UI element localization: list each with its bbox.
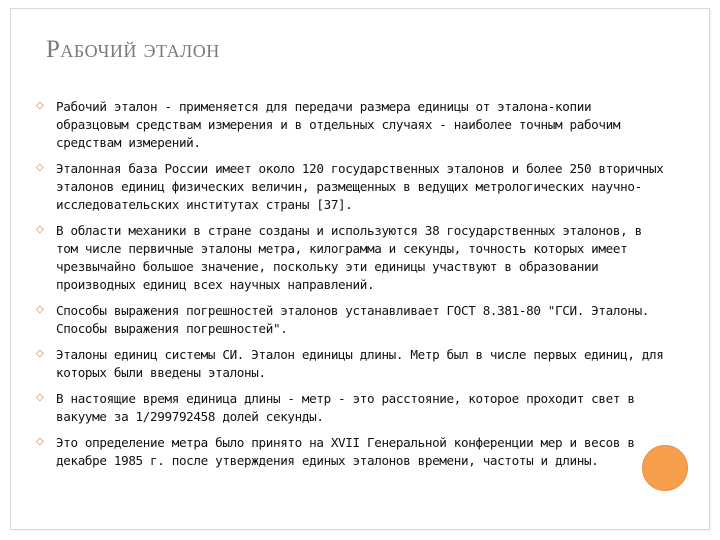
diamond-bullet-icon: ◇	[36, 392, 44, 403]
diamond-bullet-icon: ◇	[36, 348, 44, 359]
diamond-bullet-icon: ◇	[36, 100, 44, 111]
bullet-text: Эталонная база России имеет около 120 государственных эталонов и более 250 вторичных эталонов единиц физических величин, размещенных в ведущих метрологических научно-исследовательских институтах страны [37].	[56, 161, 664, 212]
bullet-text: Это определение метра было принято на XVII Генеральной конференции мер и весов в декабре 1985 г. после утверждения единых эталонов времени, частоты и длины.	[56, 435, 635, 468]
list-item	[36, 98, 666, 152]
decorative-circle	[642, 445, 688, 491]
diamond-bullet-icon: ◇	[36, 304, 44, 315]
bullet-text: Способы выражения погрешностей эталонов устанавливает ГОСТ 8.381-80 "ГСИ. Эталоны. Способы выражения погрешностей".	[56, 303, 650, 336]
list-item	[36, 346, 666, 382]
diamond-bullet-icon: ◇	[36, 224, 44, 235]
bullet-text: Рабочий эталон - применяется для передачи размера единицы от эталона-копии образцовым средствам измерения и в отдельных случаях - наиболее точным рабочим средствам измерений.	[56, 99, 621, 150]
list-item	[36, 302, 666, 338]
slide-title: Рабочий эталон	[46, 36, 220, 63]
bullet-text: В настоящие время единица длины - метр - это расстояние, которое проходит свет в вакууме за 1/299792458 долей секунды.	[56, 391, 635, 424]
list-item	[36, 160, 666, 214]
diamond-bullet-icon: ◇	[36, 436, 44, 447]
list-item	[36, 222, 666, 294]
diamond-bullet-icon: ◇	[36, 162, 44, 173]
list-item	[36, 434, 666, 470]
bullet-list	[36, 98, 666, 478]
bullet-text: Эталоны единиц системы СИ. Эталон единицы длины. Метр был в числе первых единиц, для которых были введены эталоны.	[56, 347, 664, 380]
list-item	[36, 390, 666, 426]
bullet-text: В области механики в стране созданы и используются 38 государственных эталонов, в том числе первичные эталоны метра, килограмма и секунды, точность которых имеет чрезвычайно большое значение, поскольку эти единицы участвуют в образовании производных единиц всех научных направлений.	[56, 223, 642, 292]
